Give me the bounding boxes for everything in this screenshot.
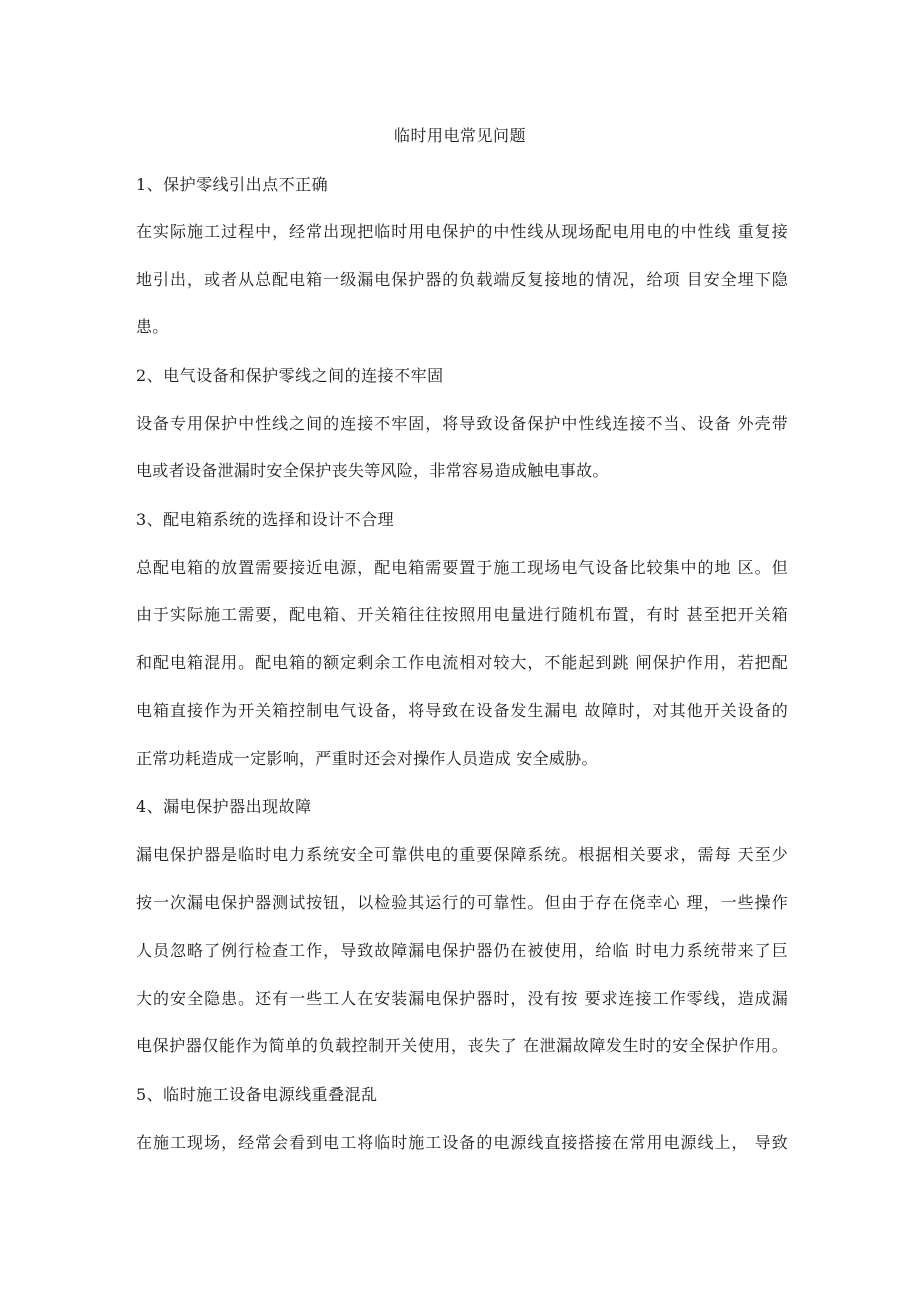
section-4-line-4: 大的安全隐患。还有一些工人在安装漏电保护器时，没有按 要求连接工作零线，造成漏 [136, 989, 788, 1008]
section-4-line-1: 漏电保护器是临时电力系统安全可靠供电的重要保障系统。根据相关要求，需每 天至少 [136, 845, 788, 864]
section-4-line-5: 电保护器仅能作为简单的负载控制开关使用，丧失了 在泄漏故障发生时的安全保护作用。 [136, 1036, 788, 1055]
section-3-line-5: 正常功耗造成一定影响，严重时还会对操作人员造成 安全威胁。 [136, 749, 598, 768]
section-4-line-3: 人员忽略了例行检查工作，导致故障漏电保护器仍在被使用，给临 时电力系统带来了巨 [136, 941, 788, 960]
section-1-line-1: 在实际施工过程中，经常出现把临时用电保护的中性线从现场配电用电的中性线 重复接 [136, 222, 788, 241]
section-3-line-4: 电箱直接作为开关箱控制电气设备，将导致在设备发生漏电 故障时，对其他开关设备的 [136, 701, 788, 720]
document-title: 临时用电常见问题 [393, 126, 526, 145]
section-2-line-2: 电或者设备泄漏时安全保护丧失等风险，非常容易造成触电事故。 [136, 461, 609, 480]
section-3-heading: 3、配电箱系统的选择和设计不合理 [136, 510, 395, 529]
section-2-line-1: 设备专用保护中性线之间的连接不牢固，将导致设备保护中性线连接不当、设备 外壳带 [136, 414, 788, 433]
section-1-heading: 1、保护零线引出点不正确 [136, 175, 329, 194]
section-3-line-3: 和配电箱混用。配电箱的额定剩余工作电流相对较大，不能起到跳 闸保护作用，若把配 [136, 653, 788, 672]
section-2-heading: 2、电气设备和保护零线之间的连接不牢固 [136, 366, 444, 385]
section-3-line-2: 由于实际施工需要，配电箱、开关箱往往按照用电量进行随机布置，有时 甚至把开关箱 [136, 605, 788, 624]
section-4-heading: 4、漏电保护器出现故障 [136, 797, 312, 816]
section-5-heading: 5、临时施工设备电源线重叠混乱 [136, 1085, 378, 1104]
section-1-line-3: 患。 [136, 317, 169, 336]
section-5-line-1: 在施工现场，经常会看到电工将临时施工设备的电源线直接搭接在常用电源线上， 导致 [136, 1133, 788, 1152]
section-4-line-2: 按一次漏电保护器测试按钮，以检验其运行的可靠性。但由于存在侥幸心 理，一些操作 [136, 893, 788, 912]
section-1-line-2: 地引出，或者从总配电箱一级漏电保护器的负载端反复接地的情况，给项 目安全埋下隐 [136, 270, 788, 289]
section-3-line-1: 总配电箱的放置需要接近电源，配电箱需要置于施工现场电气设备比较集中的地 区。但 [136, 558, 788, 577]
